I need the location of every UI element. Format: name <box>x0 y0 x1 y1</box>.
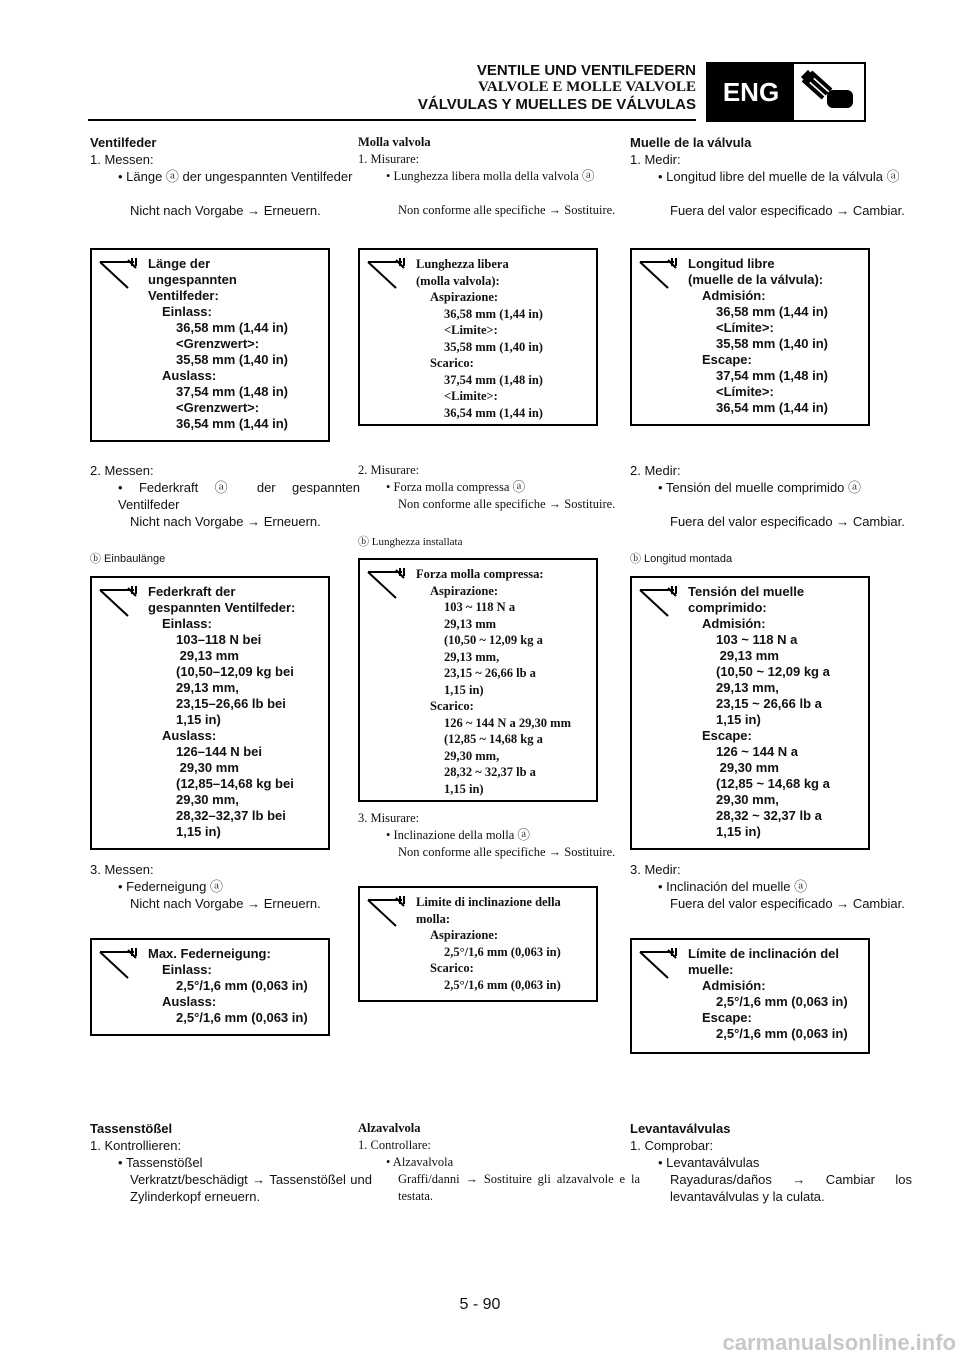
engine-icon <box>794 64 864 120</box>
spec-box-1-text: Länge der ungespannten Ventilfeder: Einlass: 36,58 mm (1,44 in) <Grenzwert>: 35,58 mm (1,40 in) Auslass: 37,54 mm (1,48 in) <Grenzwert>: 36,54 mm (1,44 in) <box>148 256 288 431</box>
spec-box-2 <box>358 558 598 802</box>
section-title-2: Levantaválvulas <box>630 1121 731 1136</box>
spec-box-3-text: Max. Federneigung: Einlass: 2,5°/1,6 mm (0,063 in) Auslass: 2,5°/1,6 mm (0,063 in) <box>148 946 308 1025</box>
caliper-icon <box>638 946 682 980</box>
step-3-action: Nicht nach Vorgabe → Erneuern. <box>130 896 321 911</box>
caliper-icon <box>638 256 682 290</box>
step-1b: 1. Comprobar: <box>630 1138 714 1153</box>
page-number: 5 - 90 <box>459 1296 501 1313</box>
step-1b-action: Graffi/danni → Sostituire gli alzavalvole e la testata. <box>398 1172 640 1203</box>
step-1-action: Non conforme alle specifiche → Sostituire. <box>398 203 616 217</box>
spec-box-2 <box>630 576 870 850</box>
step-2: 2. Messen: <box>90 463 154 478</box>
caliper-icon <box>366 256 410 290</box>
spec-box-3-text: Límite de inclinación del muelle: Admisión: 2,5°/1,6 mm (0,063 in) Escape: 2,5°/1,6 mm (0,063 in) <box>688 946 848 1041</box>
section-title: Muelle de la válvula <box>630 135 752 150</box>
step-1-action: Nicht nach Vorgabe → Erneuern. <box>130 203 321 218</box>
step-3-action: Fuera del valor especificado → Cambiar. <box>670 896 905 911</box>
watermark: carmanualsonline.info <box>722 1330 956 1355</box>
step-3: 3. Medir: <box>630 862 681 877</box>
eng-badge <box>706 62 866 122</box>
section-header <box>418 62 696 113</box>
eng-badge-label: ENG <box>708 64 794 120</box>
spec-box-2-text: Tensión del muelle comprimido: Admisión: 103 ~ 118 N a 29,13 mm (10,50 ~ 12,09 kg a 29,13 mm, 23,15 ~ 26,66 lb a 1,15 in) Escape: 126 ~ 144 N a 29,30 mm (12,85 ~ 14,68 kg a 29,30 mm, 28,32 ~ 32,37 lb a 1,15 in) <box>688 584 830 839</box>
step-1b-action: Rayaduras/daños → Cambiar los levantaválvulas y la culata. <box>670 1172 912 1204</box>
section-title: Ventilfeder <box>90 135 157 150</box>
step-2-item: • Federkraft ⓐ der gespannten Ventilfeder <box>118 480 360 512</box>
spec-box-1 <box>358 248 598 426</box>
step-2-note: ⓑ Einbaulänge <box>90 553 166 565</box>
caliper-icon <box>366 566 410 600</box>
step-1: 1. Messen: <box>90 152 154 167</box>
step-1-action: Fuera del valor especificado → Cambiar. <box>670 203 905 218</box>
step-1-item: • Länge ⓐ der ungespannten Ventilfeder <box>118 169 353 184</box>
caliper-icon <box>638 584 682 618</box>
step-1b-item: • Alzavalvola <box>386 1155 454 1169</box>
header-title-de: VENTILE UND VENTILFEDERN <box>476 62 696 79</box>
caliper-icon <box>366 894 410 928</box>
step-1-item: • Lunghezza libera molla della valvola ⓐ <box>386 169 595 183</box>
spec-box-2 <box>90 576 330 850</box>
step-3-item: • Inclinación del muelle ⓐ <box>658 879 808 894</box>
step-3-item: • Federneigung ⓐ <box>118 879 224 894</box>
step-2-item: • Tensión del muelle comprimido ⓐ <box>658 480 862 495</box>
spec-box-2-text: Federkraft der gespannten Ventilfeder: Einlass: 103–118 N bei 29,13 mm (10,50–12,09 kg bei 29,13 mm, 23,15–26,66 lb bei 1,15 in) Auslass: 126–144 N bei 29,30 mm (12,85–14,68 kg bei 29,30 mm, 28,32–32,37 lb bei 1,15 in) <box>148 584 296 839</box>
section-title-2: Tassenstößel <box>90 1121 173 1136</box>
step-3-action: Non conforme alle specifiche → Sostituire. <box>398 845 616 859</box>
caliper-icon <box>98 946 142 980</box>
step-1b: 1. Kontrollieren: <box>90 1138 182 1153</box>
spec-box-3-text: Limite di inclinazione della molla: Aspirazione: 2,5°/1,6 mm (0,063 in) Scarico: 2,5°/1,6 mm (0,063 in) <box>416 895 561 992</box>
step-2-action: Non conforme alle specifiche → Sostituire. <box>398 497 616 511</box>
spec-box-3 <box>90 938 330 1036</box>
step-2-action: Nicht nach Vorgabe → Erneuern. <box>130 514 321 529</box>
caliper-icon <box>98 584 142 618</box>
section-title: Molla valvola <box>358 135 431 149</box>
step-2-note: ⓑ Lunghezza installata <box>358 536 463 548</box>
step-1: 1. Misurare: <box>358 152 420 166</box>
step-3: 3. Messen: <box>90 862 154 877</box>
step-1: 1. Medir: <box>630 152 681 167</box>
step-2-action: Fuera del valor especificado → Cambiar. <box>670 514 905 529</box>
caliper-icon <box>98 256 142 290</box>
header-title-it: VALVOLE E MOLLE VALVOLE <box>478 79 696 95</box>
step-1b-item: • Levantaválvulas <box>658 1155 760 1170</box>
spec-box-1-text: Lunghezza libera (molla valvola): Aspirazione: 36,58 mm (1,44 in) <Limite>: 35,58 mm (1,40 in) Scarico: 37,54 mm (1,48 in) <Limite>: 36,54 mm (1,44 in) <box>416 257 543 420</box>
step-3-item: • Inclinazione della molla ⓐ <box>386 828 530 842</box>
spec-box-3 <box>630 938 870 1054</box>
step-2: 2. Medir: <box>630 463 681 478</box>
spec-box-1 <box>90 248 330 442</box>
step-2: 2. Misurare: <box>358 463 420 477</box>
spec-box-1 <box>630 248 870 426</box>
step-2-item: • Forza molla compressa ⓐ <box>386 480 526 494</box>
spec-box-2-text: Forza molla compressa: Aspirazione: 103 ~ 118 N a 29,13 mm (10,50 ~ 12,09 kg a 29,13 mm, 23,15 ~ 26,66 lb a 1,15 in) Scarico: 126 ~ 144 N a 29,30 mm (12,85 ~ 14,68 kg a 29,30 mm, 28,32 ~ 32,37 lb a 1,15 in) <box>416 567 571 796</box>
step-1b-item: • Tassenstößel <box>118 1155 203 1170</box>
step-1b: 1. Controllare: <box>358 1138 431 1152</box>
spec-box-1-text: Longitud libre (muelle de la válvula): Admisión: 36,58 mm (1,44 in) <Límite>: 35,58 mm (1,40 in) Escape: 37,54 mm (1,48 in) <Límite>: 36,54 mm (1,44 in) <box>688 256 828 415</box>
step-2-note: ⓑ Longitud montada <box>630 553 733 565</box>
step-1b-action: Verkratzt/beschädigt → Tassenstößel und Zylinderkopf erneuern. <box>130 1172 372 1204</box>
header-rule <box>88 119 696 121</box>
header-title-es: VÁLVULAS Y MUELLES DE VÁLVULAS <box>417 96 696 113</box>
section-title-2: Alzavalvola <box>358 1121 421 1135</box>
spec-box-3 <box>358 886 598 1002</box>
step-3: 3. Misurare: <box>358 811 420 825</box>
step-1-item: • Longitud libre del muelle de la válvula ⓐ <box>658 169 900 184</box>
